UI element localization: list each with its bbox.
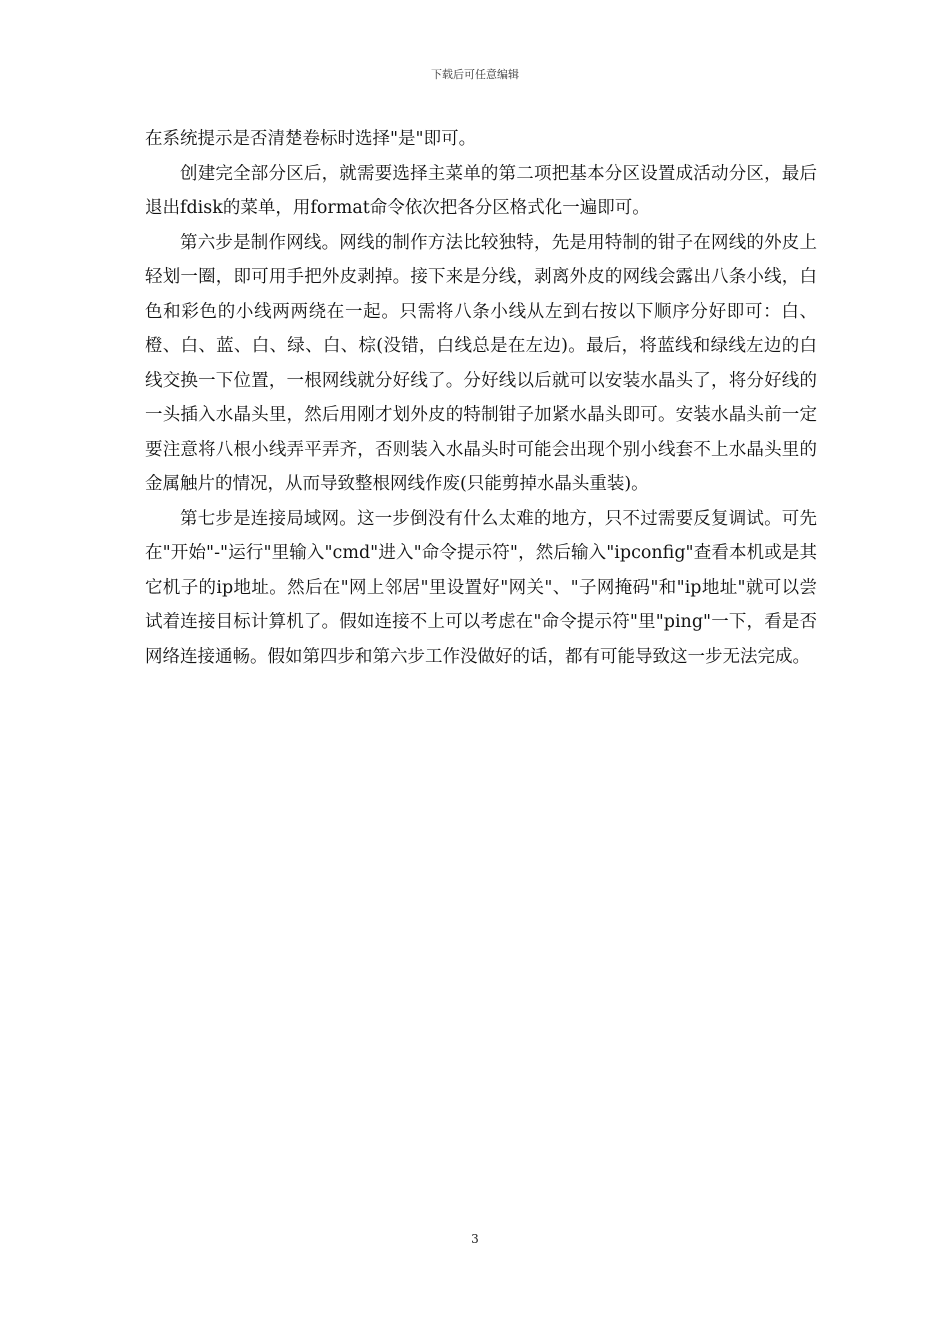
paragraph-partition-activation: 创建完全部分区后，就需要选择主菜单的第二项把基本分区设置成活动分区，最后退出fdisk的菜单，用format命令依次把各分区格式化一遍即可。 xyxy=(145,163,817,218)
paragraph-step-six-network-cable: 第六步是制作网线。网线的制作方法比较独特，先是用特制的钳子在网线的外皮上轻划一圈，即可用手把外皮剥掉。接下来是分线，剥离外皮的网线会露出八条小线，白色和彩色的小线两两绕在一起。只需将八条小线从左到右按以下顺序分好即可：白、橙、白、蓝、白、绿、白、棕(没错，白线总是在左边)。最后，将蓝线和绿线左边的白线交换一下位置，一根网线就分好线了。分好线以后就可以安装水晶头了，将分好线的一头插入水晶头里，然后用刚才划外皮的特制钳子加紧水晶头即可。安装水晶头前一定要注意将八根小线弄平弄齐，否则装入水晶头时可能会出现个别小线套不上水晶头里的金属触片的情况，从而导致整根网线作废(只能剪掉水晶头重装)。 xyxy=(145,232,817,494)
page-number: 3 xyxy=(471,1232,479,1246)
page-header: 下载后可任意编辑 xyxy=(431,68,519,81)
paragraph-step-seven-lan-connection: 第七步是连接局域网。这一步倒没有什么太难的地方，只不过需要反复调试。可先在"开始"-"运行"里输入"cmd"进入"命令提示符"，然后输入"ipconfig"查看本机或是其它机子的ip地址。然后在"网上邻居"里设置好"网关"、"子网掩码"和"ip地址"就可以尝试着连接目标计算机了。假如连接不上可以考虑在"命令提示符"里"ping"一下，看是否网络连接通畅。假如第四步和第六步工作没做好的话，都有可能导致这一步无法完成。 xyxy=(145,508,817,667)
document-body xyxy=(145,122,817,674)
paragraph-continuation: 在系统提示是否清楚卷标时选择"是"即可。 xyxy=(145,129,477,149)
